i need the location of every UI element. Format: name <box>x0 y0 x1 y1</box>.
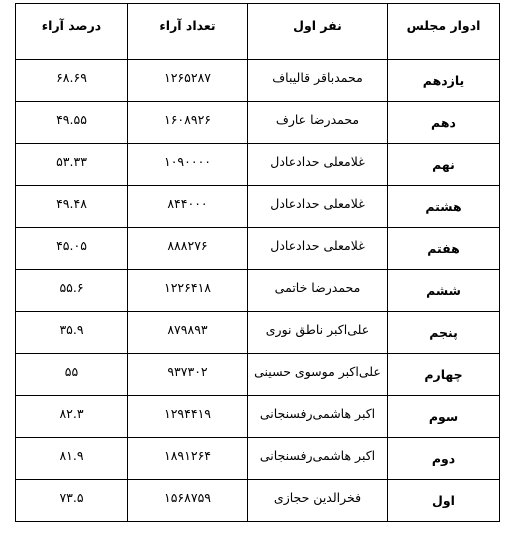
table-row <box>16 60 500 102</box>
period-cell: چهارم <box>388 354 500 396</box>
table-row <box>16 354 500 396</box>
person-cell: اکبر هاشمی‌رفسنجانی <box>248 396 388 438</box>
votes-cell: ۱۲۲۶۴۱۸ <box>128 270 248 312</box>
period-cell: دهم <box>388 102 500 144</box>
header-person: نفر اول <box>248 4 388 60</box>
percent-cell: ۴۹.۴۸ <box>16 186 128 228</box>
votes-cell: ۹۳۷۳۰۲ <box>128 354 248 396</box>
period-cell: پنجم <box>388 312 500 354</box>
table-row <box>16 144 500 186</box>
person-cell: محمدباقر قالیباف <box>248 60 388 102</box>
percent-cell: ۵۳.۳۳ <box>16 144 128 186</box>
percent-cell: ۷۳.۵ <box>16 480 128 522</box>
header-percent: درصد آراء <box>16 4 128 60</box>
table-row <box>16 312 500 354</box>
votes-cell: ۸۴۴۰۰۰ <box>128 186 248 228</box>
person-cell: فخرالدین حجازی <box>248 480 388 522</box>
table-row <box>16 270 500 312</box>
percent-cell: ۵۵ <box>16 354 128 396</box>
votes-cell: ۸۸۸۲۷۶ <box>128 228 248 270</box>
table-row <box>16 438 500 480</box>
person-cell: محمدرضا عارف <box>248 102 388 144</box>
results-table-container <box>15 3 499 522</box>
votes-cell: ۱۲۶۵۲۸۷ <box>128 60 248 102</box>
person-cell: علی‌اکبر ناطق نوری <box>248 312 388 354</box>
header-votes: تعداد آراء <box>128 4 248 60</box>
period-cell: ششم <box>388 270 500 312</box>
table-row <box>16 480 500 522</box>
period-cell: یازدهم <box>388 60 500 102</box>
person-cell: غلامعلی حدادعادل <box>248 186 388 228</box>
period-cell: اول <box>388 480 500 522</box>
percent-cell: ۸۲.۳ <box>16 396 128 438</box>
percent-cell: ۴۹.۵۵ <box>16 102 128 144</box>
votes-cell: ۱۸۹۱۲۶۴ <box>128 438 248 480</box>
percent-cell: ۵۵.۶ <box>16 270 128 312</box>
person-cell: علی‌اکبر موسوی حسینی <box>248 354 388 396</box>
period-cell: هشتم <box>388 186 500 228</box>
percent-cell: ۶۸.۶۹ <box>16 60 128 102</box>
table-row <box>16 396 500 438</box>
person-cell: محمدرضا خاتمی <box>248 270 388 312</box>
votes-cell: ۱۶۰۸۹۲۶ <box>128 102 248 144</box>
header-period: ادوار مجلس <box>388 4 500 60</box>
votes-cell: ۱۲۹۴۴۱۹ <box>128 396 248 438</box>
votes-cell: ۱۰۹۰۰۰۰ <box>128 144 248 186</box>
table-row <box>16 228 500 270</box>
person-cell: اکبر هاشمی‌رفسنجانی <box>248 438 388 480</box>
person-cell: غلامعلی حدادعادل <box>248 144 388 186</box>
person-cell: غلامعلی حدادعادل <box>248 228 388 270</box>
period-cell: دوم <box>388 438 500 480</box>
parliament-results-table <box>15 3 500 522</box>
period-cell: سوم <box>388 396 500 438</box>
period-cell: نهم <box>388 144 500 186</box>
percent-cell: ۳۵.۹ <box>16 312 128 354</box>
table-row <box>16 102 500 144</box>
period-cell: هفتم <box>388 228 500 270</box>
table-header-row <box>16 4 500 60</box>
percent-cell: ۸۱.۹ <box>16 438 128 480</box>
votes-cell: ۱۵۶۸۷۵۹ <box>128 480 248 522</box>
percent-cell: ۴۵.۰۵ <box>16 228 128 270</box>
table-row <box>16 186 500 228</box>
votes-cell: ۸۷۹۸۹۳ <box>128 312 248 354</box>
